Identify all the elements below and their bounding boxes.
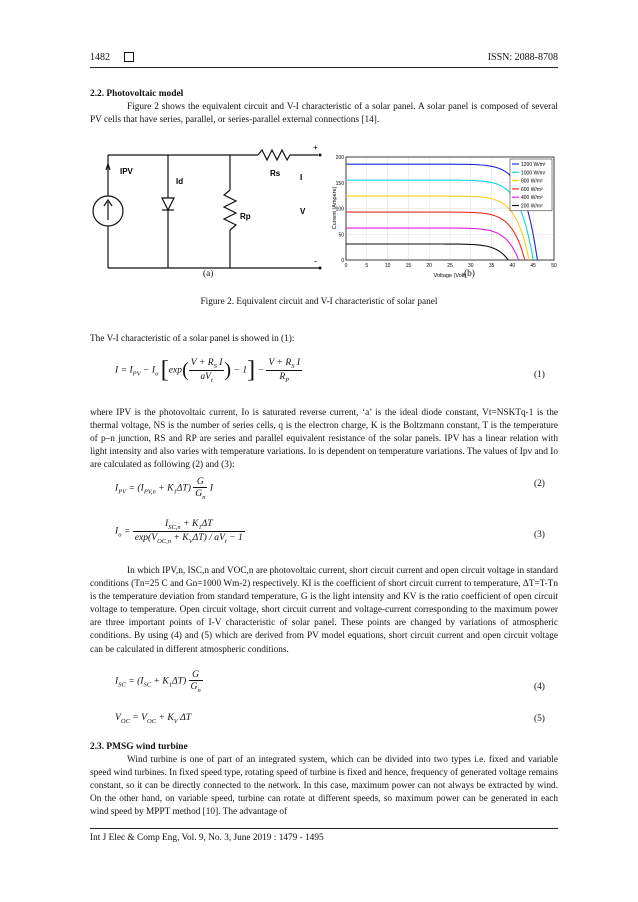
section-2-3 [90,741,558,820]
label-plus: + [313,143,318,152]
y-tick-label: 0 [341,258,344,264]
label-rp: Rp [240,212,251,221]
label-i: I [300,173,303,182]
label-minus: - [314,256,317,266]
equivalent-circuit [90,140,330,275]
x-tick-label: 50 [551,263,557,269]
x-tick-label: 15 [405,263,412,269]
equation-number: (3) [534,530,545,540]
x-tick-label: 35 [488,263,495,269]
x-tick-label: 25 [447,263,453,269]
x-tick-label: 20 [426,263,432,269]
label-v: V [300,207,306,216]
page-number: 1482 [90,52,110,63]
paragraph: The V-I characteristic of a solar panel is showed in (1): [90,334,295,344]
y-tick-label: 200 [335,155,344,161]
x-tick-label: 30 [468,263,474,269]
label-rs: Rs [270,169,281,178]
sublabel-b: (b) [464,269,475,279]
chart-legend [510,159,552,211]
equation-5: $V_{OC} = V_{OC} + K_V$ ΔT [115,712,192,725]
header-square-icon [124,52,134,62]
section-heading: 2.2. Photovoltaic model [90,89,184,99]
section-heading: 2.3. PMSG wind turbine [90,742,188,752]
x-tick-label: 10 [384,263,391,269]
equation-number: (2) [534,479,545,489]
figure-caption: Figure 2. Equivalent circuit and V-I characteristic of solar panel [200,297,438,307]
paragraph: In which IPV,n, ISC,n and VOC,n are photovoltaic current, short circuit current and open circuit voltage in standard conditions (Tn=25 C and Gn=1000 Wm-2) respectively. KI is the coefficient of short circuit current to temperature, ΔT=T-Tn is the temperature deviation from standard temperature, G is the light intensity and KV is the ratio coefficient of open circuit voltage to temperature. Open circuit voltage, short circuit current and voltage-current corresponding to the maximum power are three important points of I-V characteristic of solar panel. These points are changed by variations of atmospheric conditions. By using (4) and (5) which are derived from PV model equations, short circuit current and open circuit voltage can be calculated in different atmospheric conditions. [90,566,558,655]
y-tick-label: 100 [335,206,344,213]
legend-label: 800 W/m² [521,178,543,185]
vi-chart [330,152,562,280]
legend-label: 400 W/m² [521,195,543,202]
footer-citation: Int J Elec & Comp Eng, Vol. 9, No. 3, June 2019 : 1479 - 1495 [90,833,324,843]
paragraph: Figure 2 shows the equivalent circuit and V-I characteristic of a solar panel. A solar panel is composed of several PV cells that have series, parallel, or series-parallel external connections [14]. [90,102,558,126]
equation-number: (1) [534,370,545,380]
header-rule [90,67,558,68]
footer-rule [90,828,558,829]
y-tick-label: 150 [335,180,344,187]
label-id: Id [176,177,184,186]
paragraph: Wind turbine is one of part of an integrated system, which can be divided into two types i.e. fixed and variable speed wind turbines. In fixed speed type, rotating speed of turbine is fixed and hence, frequency of generated voltage remains constant, so it can be directly connected to the network. In this case, maximum power can not always be extracted by wind. On the other hand, on variable speed, turbine can rotate at different speeds, so maximum power can be generated in each wind speed by MPPT method [10]. The advantage of [90,755,558,818]
issn: ISSN: 2088-8708 [487,52,558,63]
equation-number: (4) [534,682,545,692]
x-tick-label: 45 [530,263,536,269]
equation-3: $I_o$ = $\frac{I_{SC,n} + K_1\Delta T}{\exp(V_{OC,n} + K_V\Delta T) / aV_t - 1}$ [115,518,243,545]
x-tick-label: 40 [509,263,516,269]
series-line [346,244,508,260]
series-line [346,212,525,260]
y-tick-label: 50 [338,232,344,239]
legend-label: 600 W/m² [521,186,543,193]
section-2-2 [90,88,558,127]
x-tick-label: 5 [365,263,369,269]
equation-number: (5) [534,714,545,724]
legend-label: 1200 W/m² [521,162,546,168]
series-line [346,180,533,260]
sublabel-a: (a) [203,269,214,279]
paragraph: where IPV is the photovoltaic current, Io is saturated reverse current, ‘a’ is the ideal diode constant, Vt=NSKTq-1 is the thermal voltage, NS is the number of series cells, q is the electron charge, K is the Boltzmann constant, T is the temperature of p–n junction, RS and RP are series and parallel equivalent resistance of the solar panels. IPV has a linear relation with light intensity and also varies with temperature variations. Io is dependent on temperature variations. The values of Ipv and Io are calculated as following (2) and (3): [90,408,558,471]
x-axis-label: Voltage (Volt) [433,273,467,279]
equation-2: $I_{PV} = (I_{PV,n} + K_1\Delta T)$ $\frac{G}{G_n}$ I [115,476,214,501]
x-tick-label: 0 [344,263,348,269]
equation-4: $I_{SC} = (I_{SC} + K_1\Delta T)$ $\frac{G}{G_n}$ [115,669,201,694]
legend-label: 1000 W/m² [521,170,546,177]
label-ipv: IPV [120,167,133,176]
equation-1: $I = I_{PV} - I_o$ [exp( $\frac{V + R_S I}{aV_t}$ ) − 1] − $\frac{V + R_S I}{R_P}$ [115,357,301,384]
y-axis-label: Current (Ampere) [332,186,338,230]
legend-label: 200 W/m² [521,203,543,210]
